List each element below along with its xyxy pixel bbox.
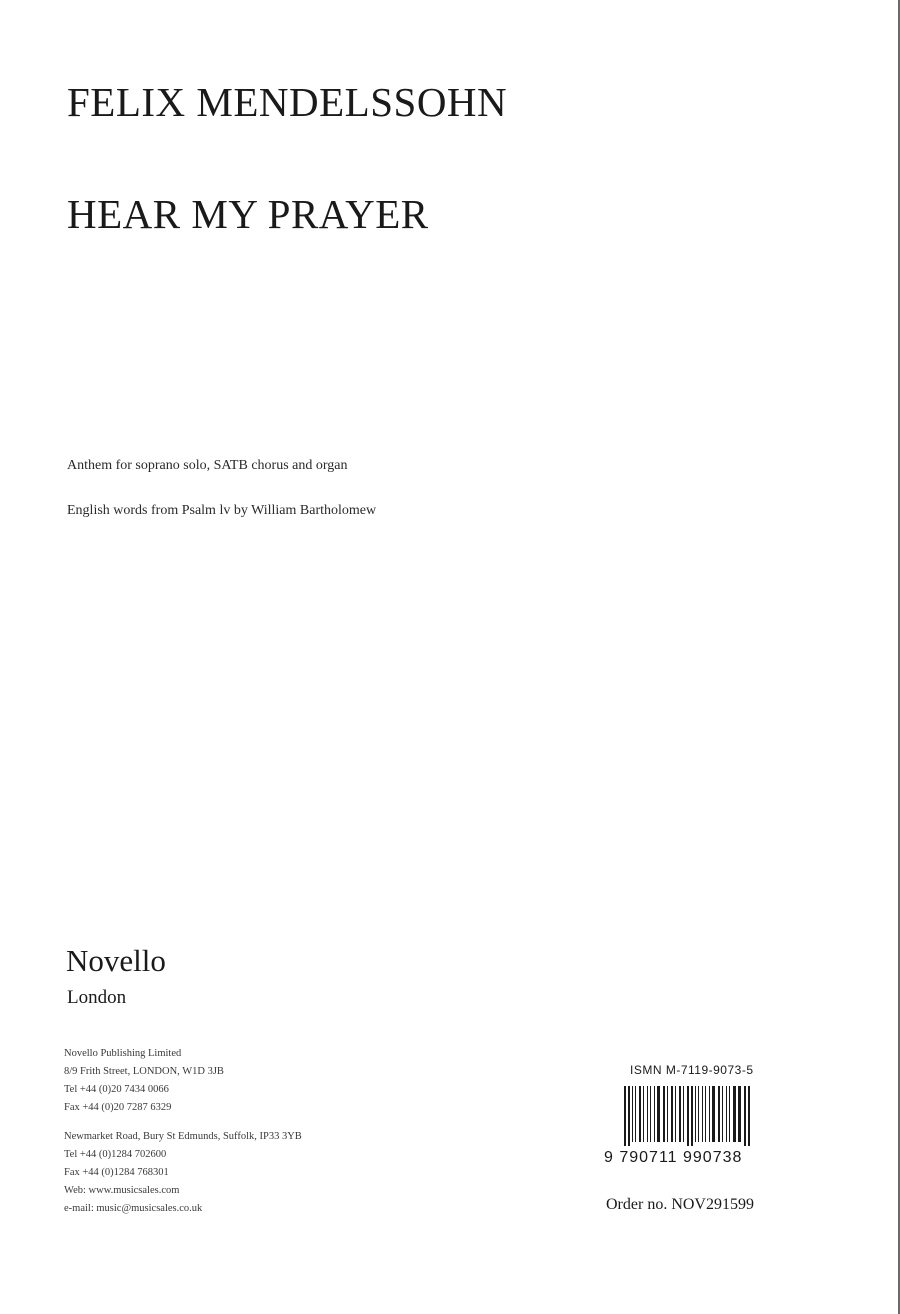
order-number: Order no. NOV291599: [606, 1196, 754, 1213]
address-line: Web: www.musicsales.com: [64, 1185, 180, 1196]
work-description: Anthem for soprano solo, SATB chorus and organ: [67, 458, 348, 473]
address-line: 8/9 Frith Street, LONDON, W1D 3JB: [64, 1066, 224, 1077]
barcode-digits: 9 790711 990738: [604, 1149, 743, 1166]
publisher-address-london: [64, 1045, 224, 1117]
composer-name: FELIX MENDELSSOHN: [67, 79, 508, 125]
publisher-name: Novello: [66, 943, 166, 978]
address-line: Novello Publishing Limited: [64, 1048, 182, 1059]
ismn-label: ISMN M-7119-9073-5: [630, 1063, 754, 1077]
address-line: e-mail: music@musicsales.co.uk: [64, 1203, 203, 1214]
address-line: Fax +44 (0)20 7287 6329: [64, 1102, 172, 1113]
address-line: Tel +44 (0)1284 702600: [64, 1149, 167, 1160]
address-line: Newmarket Road, Bury St Edmunds, Suffolk, IP33 3YB: [64, 1131, 302, 1142]
address-line: Fax +44 (0)1284 768301: [64, 1167, 169, 1178]
work-title: HEAR MY PRAYER: [67, 191, 429, 237]
address-line: Tel +44 (0)20 7434 0066: [64, 1084, 169, 1095]
text-credit: English words from Psalm lv by William Bartholomew: [67, 503, 377, 518]
publisher-city: London: [67, 987, 127, 1008]
publisher-address-bury: [64, 1128, 302, 1218]
barcode-icon: [622, 1086, 802, 1146]
